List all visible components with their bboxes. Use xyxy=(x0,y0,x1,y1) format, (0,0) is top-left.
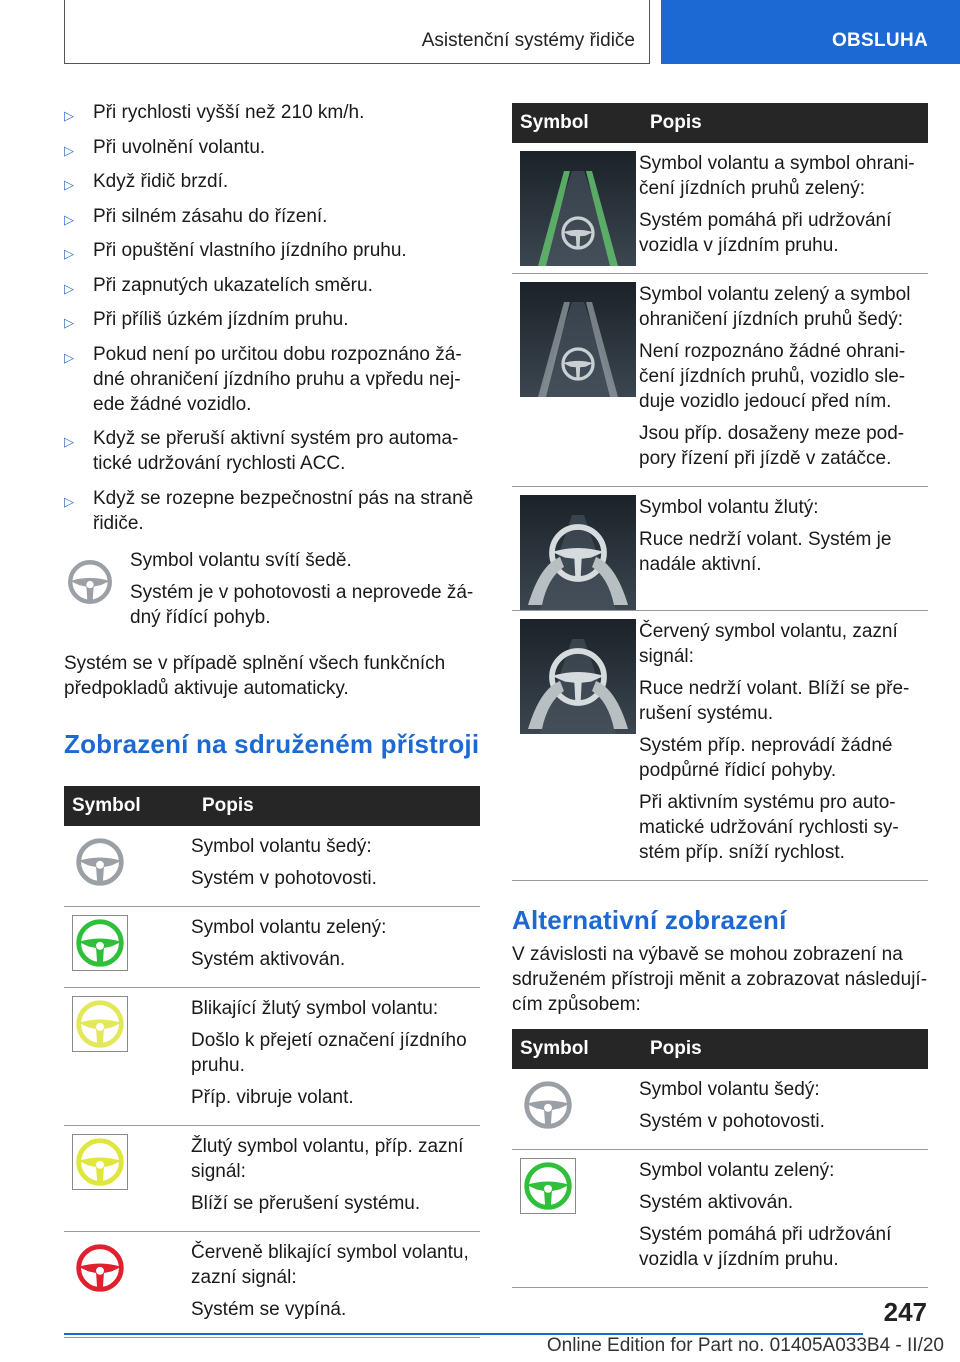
description-line: Symbol volantu zelený a symbol ohraničení jízdních pruhů šedý: xyxy=(639,284,911,330)
description-line: Příp. vibruje volant. xyxy=(191,1086,354,1108)
table-row xyxy=(64,906,480,987)
grey-steering-wheel-icon xyxy=(72,834,188,895)
alternative-paragraph: V závislosti na výbavě se mohou zobrazení na sdruženém přístroji měnit a zobrazovat následují-cím způsobem: xyxy=(512,944,928,1015)
left-column xyxy=(64,100,480,1338)
description-line: Při aktivním systému pro auto-matické udržování rychlosti sy-stém příp. sníží rychlost. xyxy=(639,792,899,863)
triangle-bullet-icon: ▷ xyxy=(64,349,74,365)
inline-symbol-block xyxy=(64,548,480,637)
table-row xyxy=(512,611,928,881)
header-section-title: Asistenční systémy řidiče xyxy=(421,30,635,51)
condition-list-item xyxy=(64,486,480,536)
condition-text: Při silném zásahu do řízení. xyxy=(93,205,328,227)
grey-lanes-display-icon xyxy=(520,282,636,397)
condition-text: Při opuštění vlastního jízdního pruhu. xyxy=(93,240,407,261)
condition-list-item xyxy=(64,135,480,160)
description-line: Červený symbol volantu, zazní signál: xyxy=(639,621,898,667)
green-steering-wheel-icon xyxy=(520,1158,636,1219)
green-lanes-display-icon xyxy=(520,151,636,266)
triangle-bullet-icon: ▷ xyxy=(64,142,74,158)
triangle-bullet-icon: ▷ xyxy=(64,434,74,449)
description-line: Systém v pohotovosti. xyxy=(639,1111,825,1132)
description-line: Systém aktivován. xyxy=(191,948,346,970)
condition-list xyxy=(64,100,480,536)
triangle-bullet-icon: ▷ xyxy=(64,280,74,296)
yellow-steering-wheel-icon xyxy=(72,996,188,1057)
symbol-table-cluster xyxy=(64,786,480,1338)
triangle-bullet-icon: ▷ xyxy=(64,211,74,227)
table-header-description: Popis xyxy=(636,1029,928,1069)
section-heading: Zobrazení na sdruženém přístroji xyxy=(64,728,480,759)
header-chapter-title: OBSLUHA xyxy=(831,30,928,51)
table-header-description: Popis xyxy=(636,103,928,143)
description-line: Ruce nedrží volant. Systém je nadále aktivní. xyxy=(639,529,892,575)
description-line: Systém se vypíná. xyxy=(191,1298,347,1320)
triangle-bullet-icon: ▷ xyxy=(64,493,74,509)
symbol-table-display xyxy=(512,103,928,881)
description-line: Jsou příp. dosaženy meze pod-pory řízení při jízdě v zatáčce. xyxy=(639,423,905,469)
condition-list-item xyxy=(64,273,480,298)
condition-text: Když se přeruší aktivní systém pro automa-tické udržování rychlosti ACC. xyxy=(93,428,459,474)
triangle-bullet-icon: ▷ xyxy=(64,108,74,123)
description-line: Ruce nedrží volant. Blíží se pře-rušení systému. xyxy=(639,678,910,724)
footer-edition: Online Edition for Part no. 01405A033B4 - II/20 xyxy=(546,1335,944,1356)
description-line: Žlutý symbol volantu, příp. zazní signál: xyxy=(191,1135,464,1182)
table-row xyxy=(512,1069,928,1150)
table-row xyxy=(512,487,928,611)
description-line: Červeně blikající symbol volantu, zazní signál: xyxy=(191,1241,469,1288)
condition-list-item xyxy=(64,426,480,476)
table-row xyxy=(512,274,928,487)
table-row xyxy=(64,1125,480,1231)
header-chapter-tab[interactable] xyxy=(661,0,960,64)
symbol-table-alternative xyxy=(512,1029,928,1288)
condition-list-item xyxy=(64,238,480,263)
description-line: Blikající žlutý symbol volantu: xyxy=(191,997,439,1019)
table-header-description: Popis xyxy=(188,786,480,826)
grey-steering-wheel-icon xyxy=(64,548,130,637)
triangle-bullet-icon: ▷ xyxy=(64,177,74,192)
table-row xyxy=(64,1231,480,1337)
table-header-symbol: Symbol xyxy=(512,1029,636,1069)
condition-list-item xyxy=(64,342,480,417)
description-line: Symbol volantu a symbol ohrani-čení jízdních pruhů zelený: xyxy=(639,153,915,199)
header-section-box xyxy=(64,0,650,64)
description-line: Není rozpoznáno žádné ohrani-čení jízdních pruhů, vozidlo sle-duje vozidlo jedoucí před ním. xyxy=(639,341,906,412)
condition-text: Při rychlosti vyšší než 210 km/h. xyxy=(93,102,365,123)
yellow-steering-wheel-icon xyxy=(72,1134,188,1195)
section-heading: Alternativní zobrazení xyxy=(512,905,787,935)
description-line: Systém aktivován. xyxy=(639,1192,794,1213)
description-line: Symbol volantu zelený: xyxy=(191,916,387,938)
description-line: Systém v pohotovosti. xyxy=(191,867,377,889)
description-line: Systém pomáhá při udržování vozidla v jízdním pruhu. xyxy=(639,1224,892,1270)
description-line: Blíží se přerušení systému. xyxy=(191,1192,421,1214)
yellow-hands-display-icon xyxy=(520,495,636,610)
table-header-symbol: Symbol xyxy=(64,786,188,826)
page-number: 247 xyxy=(883,1297,927,1327)
condition-list-item xyxy=(64,204,480,229)
description-line: Symbol volantu žlutý: xyxy=(639,497,819,518)
description-line: Symbol volantu zelený: xyxy=(639,1160,835,1181)
description-line: Symbol volantu šedý: xyxy=(191,835,372,857)
condition-list-item xyxy=(64,169,480,194)
grey-steering-wheel-icon xyxy=(520,1077,636,1138)
description-line: Systém pomáhá při udržování vozidla v jízdním pruhu. xyxy=(639,210,892,256)
condition-text: Když se rozepne bezpečnostní pás na straně řidiče. xyxy=(93,487,474,534)
activation-paragraph: Systém se v případě splnění všech funkčních předpokladů aktivuje automaticky. xyxy=(64,652,446,699)
condition-list-item xyxy=(64,100,480,125)
condition-text: Pokud není po určitou dobu rozpoznáno žá-dné ohraničení jízdního pruhu a vpředu nej-ede žádné vozidlo. xyxy=(93,343,462,415)
condition-text: Při uvolnění volantu. xyxy=(93,136,266,158)
condition-text: Při příliš úzkém jízdním pruhu. xyxy=(93,309,349,330)
right-column xyxy=(512,103,928,1288)
table-row xyxy=(512,1150,928,1288)
triangle-bullet-icon: ▷ xyxy=(64,315,74,330)
green-steering-wheel-icon xyxy=(72,915,188,976)
description-line: Došlo k přejetí označení jízdního pruhu. xyxy=(191,1029,467,1076)
table-header-symbol: Symbol xyxy=(512,103,636,143)
condition-text: Když řidič brzdí. xyxy=(93,171,229,192)
description-line: Symbol volantu šedý: xyxy=(639,1079,820,1100)
table-row xyxy=(64,826,480,907)
red-hands-display-icon xyxy=(520,619,636,734)
condition-text: Při zapnutých ukazatelích směru. xyxy=(93,274,373,296)
inline-symbol-line: Symbol volantu svítí šedě. xyxy=(130,549,352,571)
table-row xyxy=(512,143,928,274)
red-steering-wheel-icon xyxy=(72,1240,188,1301)
condition-list-item xyxy=(64,307,480,332)
description-line: Systém příp. neprovádí žádné podpůrné řídicí pohyby. xyxy=(639,735,893,781)
table-row xyxy=(64,987,480,1125)
triangle-bullet-icon: ▷ xyxy=(64,246,74,261)
inline-symbol-line: Systém je v pohotovosti a neprovede žá-dný řídící pohyb. xyxy=(130,581,474,628)
